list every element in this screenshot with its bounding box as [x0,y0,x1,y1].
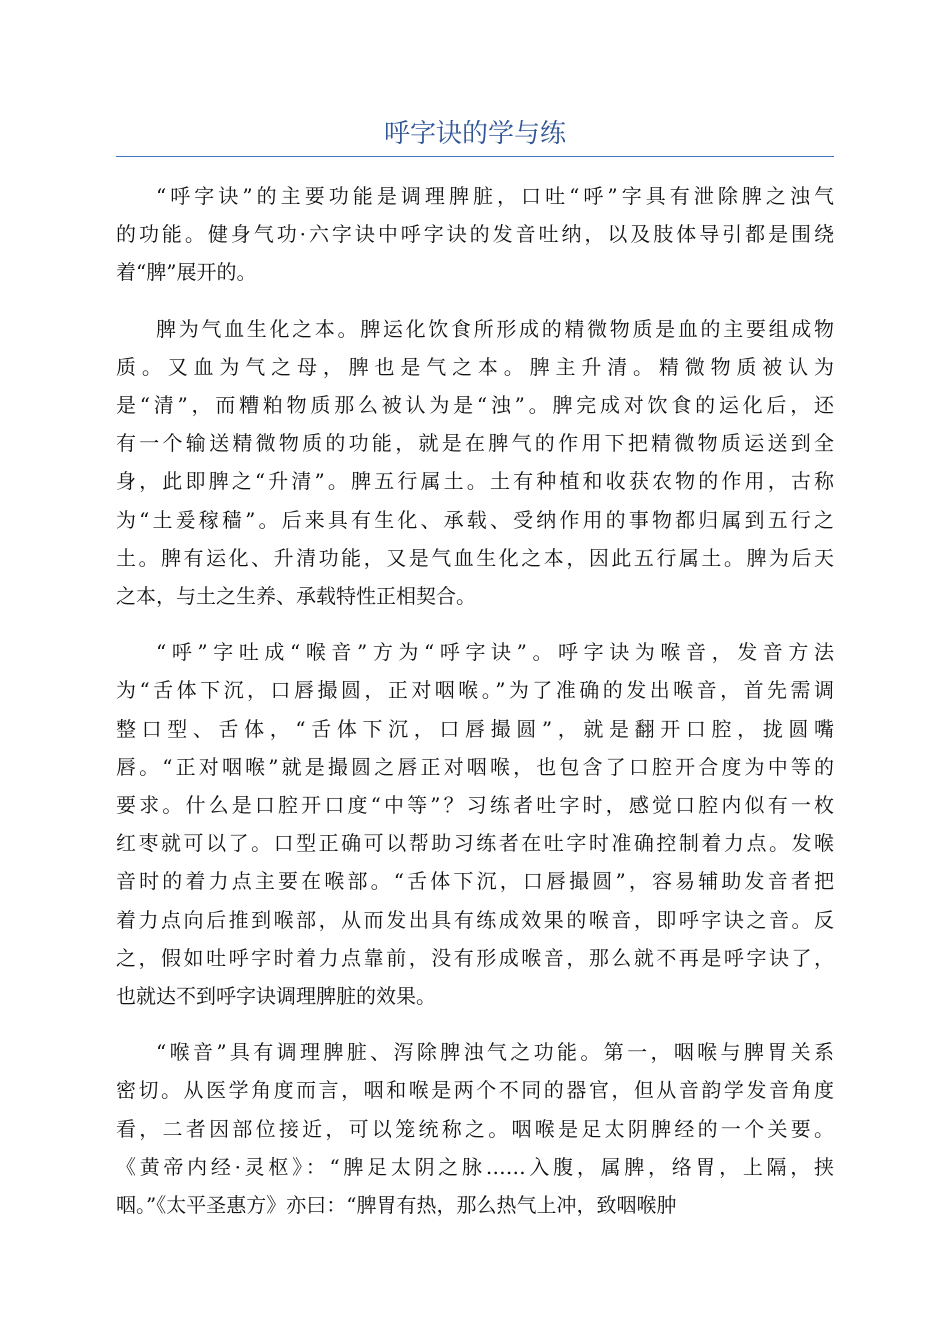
text-line: 着力点向后推到喉部，从而发出具有练成效果的喉音，即呼字诀之音。反 [116,907,834,932]
text-line: 音时的着力点主要在喉部。“舌体下沉，口唇撮圆”，容易辅助发音者把 [116,869,834,894]
text-line: “呼”字吐成“喉音”方为“呼字诀”。呼字诀为喉音，发音方法 [156,640,834,665]
text-line: 身，此即脾之“升清”。脾五行属土。土有种植和收获农物的作用，古称 [116,469,834,494]
text-line: 《黄帝内经·灵枢》：“脾足太阴之脉……入腹，属脾，络胃，上隔，挟 [116,1154,834,1179]
paragraph [116,1033,834,1224]
text-line: 之本，与土之生养、承载特性正相契合。 [116,584,476,609]
document-page [116,112,834,1242]
text-line: 有一个输送精微物质的功能，就是在脾气的作用下把精微物质运送到全 [116,431,834,456]
text-line: 质。又血为气之母，脾也是气之本。脾主升清。精微物质被认为 [116,354,834,379]
text-line: 看，二者因部位接近，可以笼统称之。咽喉是足太阴脾经的一个关要。 [116,1116,834,1141]
text-line: 密切。从医学角度而言，咽和喉是两个不同的器官，但从音韵学发音角度 [116,1078,834,1103]
text-line: “呼字诀”的主要功能是调理脾脏，口吐“呼”字具有泄除脾之浊气 [156,184,834,208]
text-line: 之，假如吐呼字时着力点靠前，没有形成喉音，那么就不再是呼字诀了， [116,945,834,970]
text-line: 整口型、舌体，“舌体下沉，口唇撮圆”，就是翻开口腔，拢圆嘴 [116,716,834,741]
text-line: 是“清”，而糟粕物质那么被认为是“浊”。脾完成对饮食的运化后，还 [116,393,834,418]
text-line: 的功能。健身气功·六字诀中呼字诀的发音吐纳，以及肢体导引都是围绕 [116,222,834,247]
text-line: 为“土爰稼穑”。后来具有生化、承载、受纳作用的事物都归属到五行之 [116,507,834,532]
document-body [116,177,834,1224]
title-underline [116,156,834,157]
text-line: 为“舌体下沉，口唇撮圆，正对咽喉。”为了准确的发出喉音，首先需调 [116,678,834,703]
text-line: 唇。“正对咽喉”就是撮圆之唇正对咽喉，也包含了口腔开合度为中等的 [116,754,834,779]
text-line: 要求。什么是口腔开口度“中等”？习练者吐字时，感觉口腔内似有一枚 [116,793,834,818]
text-line: 咽。”《太平圣惠方》亦曰：“脾胃有热，那么热气上冲，致咽喉肿 [116,1193,677,1218]
text-line: 着“脾”展开的。 [116,260,257,285]
text-line: 也就达不到呼字诀调理脾脏的效果。 [116,984,436,1009]
paragraph [116,310,834,616]
text-line: 脾为气血生化之本。脾运化饮食所形成的精微物质是血的主要组成物 [156,316,834,341]
text-line: 红枣就可以了。口型正确可以帮助习练者在吐字时准确控制着力点。发喉 [116,831,834,856]
page-title: 呼字诀的学与练 [383,119,566,149]
paragraph [116,633,834,1015]
text-line: “喉音”具有调理脾脏、泻除脾浊气之功能。第一，咽喉与脾胃关系 [156,1040,834,1065]
text-line: 土。脾有运化、升清功能，又是气血生化之本，因此五行属土。脾为后天 [116,545,834,570]
paragraph [116,177,834,292]
